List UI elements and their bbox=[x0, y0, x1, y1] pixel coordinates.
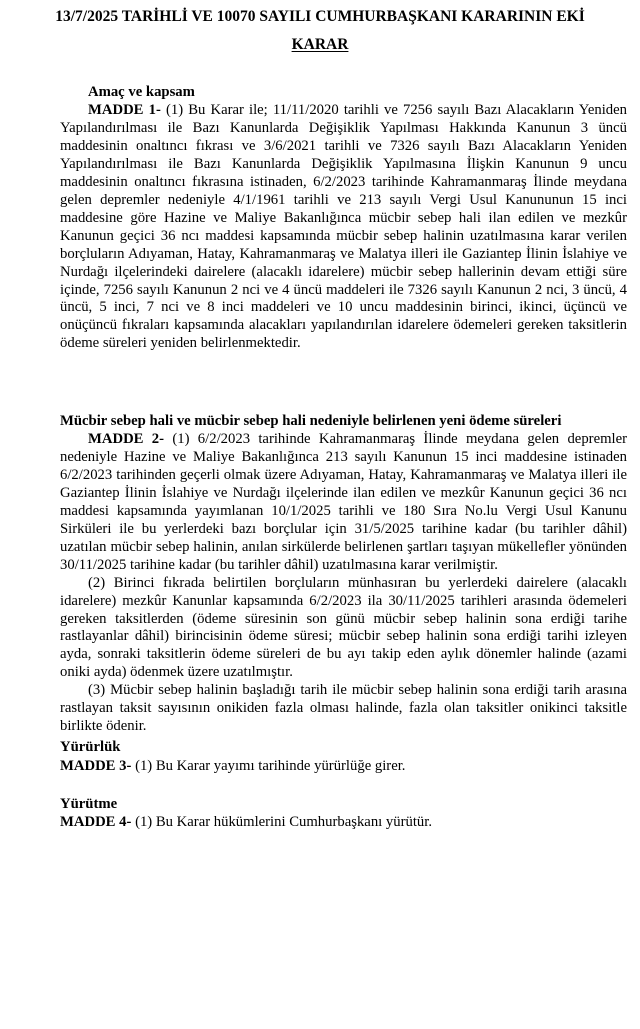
article-2-paragraph-3: (3) Mücbir sebep halinin başladığı tarih ile mücbir sebep halinin sona erdiği tarih arasına rastlayan taksit sayısının onikiden fazla olması halinde, fazla olan taksitler onikinci taksitle birlikte ödenir. bbox=[60, 682, 627, 735]
section-yururluk bbox=[60, 758, 627, 776]
article-2-label: MADDE 2- bbox=[88, 431, 165, 447]
section-amac-ve-kapsam bbox=[60, 102, 627, 353]
section-heading-yurutme: Yürütme bbox=[60, 796, 118, 812]
section-heading-amac: Amaç ve kapsam bbox=[88, 84, 195, 100]
article-2-text-1: (1) 6/2/2023 tarihinde Kahramanmaraş İlinde meydana gelen depremler nedeniyle Hazine ve Maliye Bakanlığınca 213 sayılı Kanunun 15 inci maddesine istinaden 6/2/2023 tarihinden geçerli olmak üzere Adıyaman, Hatay, Kahramanmaraş ve Malatya illeri ile Gaziantep İlinin İslahiye ve Nurdağı ilçelerinde ilan edilen ve mezkûr Kanunun geçici 36 ncı maddesi kapsamında yayımlanan 10/1/2025 tarihli ve 180 Sıra No.lu Vergi Usul Kanunu Sirküleri ile bu yerlerdeki bazı borçlular için 31/5/2025 tarihine kadar (bu tarihler dâhil) uzatılan mücbir sebep halinin, anılan sirkülerde belirlenen şartları taşıyan mükellefler yönünden 30/11/2025 tarihine kadar (bu tarihler dâhil) uzatılmasına karar verilmiştir. bbox=[60, 431, 627, 573]
section-heading-yururluk: Yürürlük bbox=[60, 739, 121, 755]
article-3-text: (1) Bu Karar yayımı tarihinde yürürlüğe girer. bbox=[131, 758, 406, 774]
article-3-label: MADDE 3- bbox=[60, 758, 132, 774]
section-mucbir-sebep bbox=[60, 431, 627, 736]
article-1-text: (1) Bu Karar ile; 11/11/2020 tarihli ve 7256 sayılı Bazı Alacakların Yeniden Yapılandırılması ile Bazı Kanunlarda Değişiklik Yapılması Hakkında Kanunun 3 üncü maddesinin onaltıncı fıkrası ve 3/6/2021 tarihli ve 7326 sayılı Bazı Alacakların Yeniden Yapılandırılması ile Bazı Kanunlarda Değişiklik Yapılmasına İlişkin Kanunun 9 uncu maddesinin onaltıncı fıkrasına istinaden, 6/2/2023 tarihinde Kahramanmaraş İlinde meydana gelen depremler nedeniyle 4/1/1961 tarihli ve 213 sayılı Vergi Usul Kanununun 15 inci maddesine göre Hazine ve Maliye Bakanlığınca mücbir sebep hali ilan edilen ve mezkûr Kanunun geçici 36 ncı maddesi kapsamında mücbir sebep halinin uzatılmasına karar verilen borçluların Adıyaman, Hatay, Kahramanmaraş ve Malatya illeri ile Gaziantep İlinin İslahiye ve Nurdağı ilçelerindeki dairelere (alacaklı idarelere) mücbir sebep hallerinin devam ettiği süre içinde, 7256 sayılı Kanunun 2 nci ve 4 üncü maddeleri ile 7326 sayılı Kanunun 2 nci, 3 üncü, 4 üncü, 5 inci, 7 nci ve 8 inci maddeleri ve 10 uncu maddesinin birinci, ikinci, üçüncü ve onüçüncü fıkraları kapsamında alacakları yapılandırılan idarelere ödemeleri gereken taksitlerin ödeme süreleri yeniden belirlenmektedir. bbox=[60, 102, 627, 352]
article-2-paragraph-1 bbox=[60, 431, 627, 575]
article-3-paragraph-1 bbox=[60, 758, 627, 776]
article-2-paragraph-2: (2) Birinci fıkrada belirtilen borçluların münhasıran bu yerlerdeki dairelere (alacaklı idarelere) mezkûr Kanunlar kapsamında 6/2/2023 ila 30/11/2025 tarihleri arasında ödemeleri gereken taksitlerden (ödeme süresinin son günü mücbir sebep halinin sona erdiği tarihe rastlayanlar dâhil) birincisinin ödeme süresi; mücbir sebep halinin sona erdiği tarihi izleyen ayda, sonraki taksitlerin ödeme süreleri de bu ayı takip eden aylık dönemler halinde (azami oniki ayda) ödenmek üzere uzatılmıştır. bbox=[60, 574, 627, 681]
article-1-paragraph-1 bbox=[60, 102, 627, 353]
section-yurutme bbox=[60, 814, 627, 832]
document-subtitle: KARAR bbox=[291, 36, 349, 53]
section-heading-mucbir-sebep: Mücbir sebep hali ve mücbir sebep hali nedeniyle belirlenen yeni ödeme süreleri bbox=[60, 413, 562, 429]
document-title: 13/7/2025 TARİHLİ VE 10070 SAYILI CUMHURBAŞKANI KARARININ EKİ bbox=[55, 8, 585, 25]
article-4-paragraph-1 bbox=[60, 814, 627, 832]
article-4-label: MADDE 4- bbox=[60, 814, 132, 830]
article-1-label: MADDE 1- bbox=[88, 102, 161, 118]
article-4-text: (1) Bu Karar hükümlerini Cumhurbaşkanı yürütür. bbox=[131, 814, 433, 830]
